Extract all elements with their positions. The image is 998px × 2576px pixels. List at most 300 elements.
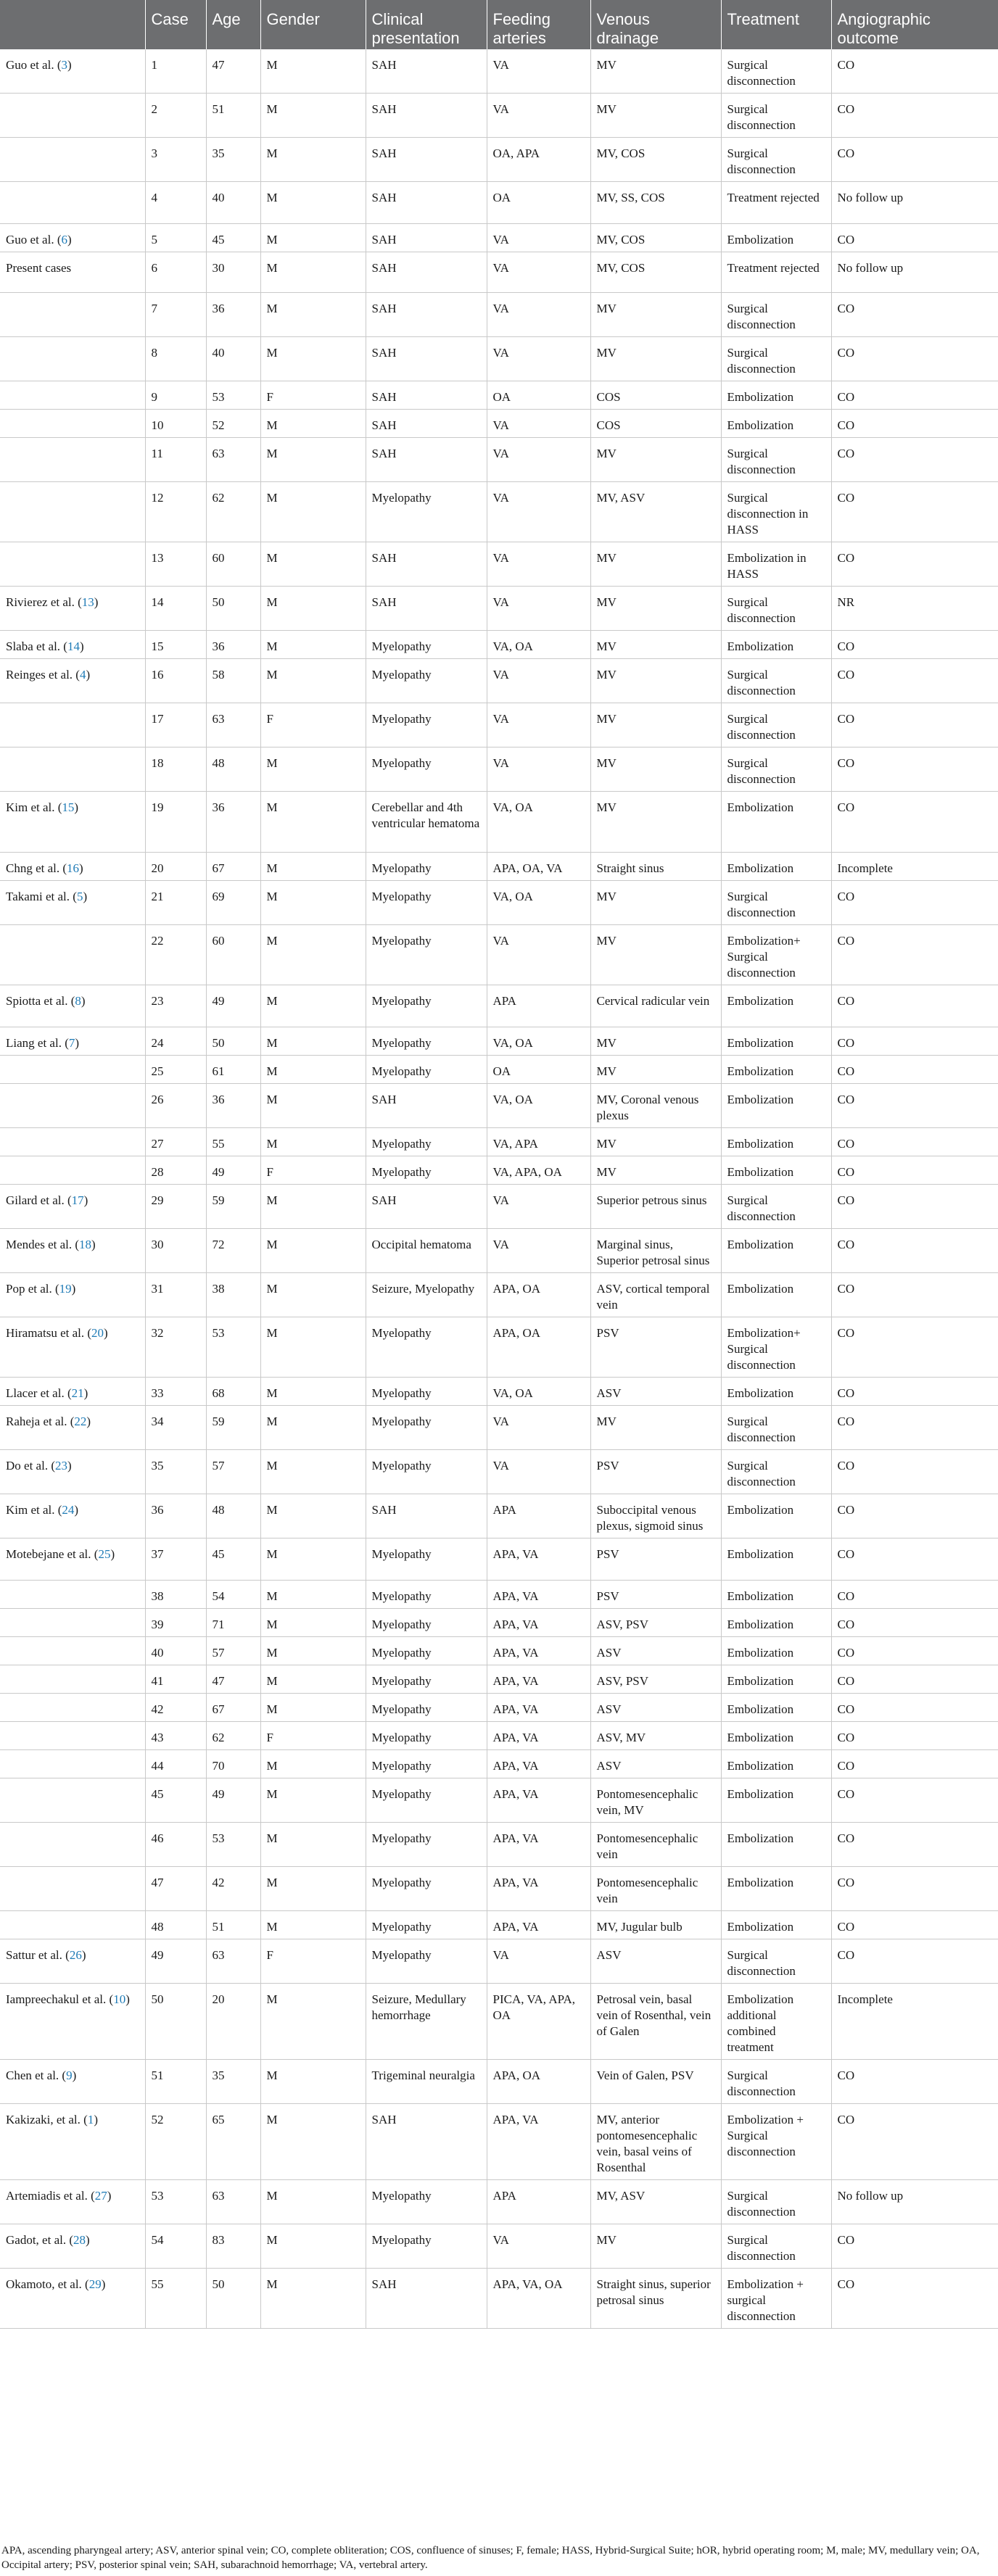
treatment-cell: Embolization [721, 224, 831, 252]
case-cell: 51 [145, 2060, 206, 2104]
table-row [0, 1778, 998, 1823]
presentation-cell: SAH [366, 542, 487, 587]
case-cell: 17 [145, 703, 206, 747]
gender-cell: F [260, 1722, 366, 1750]
study-name: Artemiadis et al. ( [6, 2189, 95, 2203]
gender-cell: M [260, 1450, 366, 1494]
gender-cell: F [260, 381, 366, 410]
arteries-cell: VA [487, 703, 590, 747]
gender-cell: M [260, 1750, 366, 1778]
table-body [0, 49, 998, 2329]
age-cell: 53 [206, 381, 260, 410]
gender-cell: M [260, 293, 366, 337]
arteries-cell: VA [487, 49, 590, 94]
arteries-cell: APA, VA [487, 1538, 590, 1581]
arteries-cell: VA [487, 1406, 590, 1450]
presentation-cell: Myelopathy [366, 1406, 487, 1450]
case-cell: 28 [145, 1156, 206, 1185]
presentation-cell: Myelopathy [366, 1317, 487, 1378]
table-row [0, 587, 998, 631]
outcome-cell: CO [831, 1156, 998, 1185]
reference-link[interactable]: 1 [87, 2113, 94, 2126]
table-row [0, 1984, 998, 2060]
arteries-cell: APA, VA [487, 1867, 590, 1911]
header-angiographic-outcome: Angiographic outcome [831, 0, 998, 49]
outcome-cell: CO [831, 1494, 998, 1538]
study-cell [0, 1722, 145, 1750]
treatment-cell: Embolization + surgical disconnection [721, 2269, 831, 2329]
study-cell: Sattur et al. (26) [0, 1939, 145, 1984]
reference-link[interactable]: 22 [74, 1415, 87, 1428]
study-cell [0, 482, 145, 542]
study-cell [0, 1867, 145, 1911]
arteries-cell: VA [487, 252, 590, 293]
age-cell: 63 [206, 438, 260, 482]
reference-link[interactable]: 4 [79, 668, 86, 682]
age-cell: 36 [206, 293, 260, 337]
drainage-cell: MV, ASV [590, 2180, 721, 2224]
case-cell: 20 [145, 853, 206, 881]
drainage-cell: MV [590, 337, 721, 381]
table-row [0, 1609, 998, 1637]
table-row [0, 631, 998, 659]
arteries-cell: VA [487, 293, 590, 337]
study-cell [0, 438, 145, 482]
presentation-cell: Myelopathy [366, 659, 487, 703]
gender-cell: M [260, 925, 366, 985]
reference-link[interactable]: 21 [71, 1386, 84, 1400]
table-row [0, 1185, 998, 1229]
table-row [0, 2060, 998, 2104]
treatment-cell: Embolization [721, 410, 831, 438]
presentation-cell: Myelopathy [366, 1156, 487, 1185]
treatment-cell: Surgical disconnection [721, 138, 831, 182]
reference-link[interactable]: 18 [79, 1238, 92, 1251]
age-cell: 63 [206, 703, 260, 747]
table-row [0, 1156, 998, 1185]
presentation-cell: SAH [366, 410, 487, 438]
gender-cell: M [260, 1581, 366, 1609]
study-name: Present cases [6, 261, 72, 275]
reference-link[interactable]: 29 [88, 2277, 102, 2291]
arteries-cell: OA [487, 381, 590, 410]
study-name: Do et al. ( [6, 1459, 55, 1473]
gender-cell: F [260, 703, 366, 747]
arteries-cell: APA, VA [487, 1722, 590, 1750]
age-cell: 47 [206, 49, 260, 94]
case-cell: 26 [145, 1084, 206, 1128]
case-cell: 12 [145, 482, 206, 542]
reference-link[interactable]: 28 [73, 2233, 86, 2247]
arteries-cell: APA [487, 2180, 590, 2224]
presentation-cell: SAH [366, 49, 487, 94]
table-row [0, 1450, 998, 1494]
drainage-cell: MV, COS [590, 224, 721, 252]
treatment-cell: Surgical disconnection [721, 293, 831, 337]
outcome-cell: NR [831, 587, 998, 631]
study-cell [0, 1911, 145, 1939]
outcome-cell: CO [831, 1128, 998, 1156]
header-study [0, 0, 145, 49]
case-cell: 9 [145, 381, 206, 410]
drainage-cell: MV [590, 703, 721, 747]
reference-link[interactable]: 6 [61, 233, 67, 247]
drainage-cell: MV [590, 587, 721, 631]
drainage-cell: MV, Jugular bulb [590, 1911, 721, 1939]
gender-cell: M [260, 1778, 366, 1823]
reference-link[interactable]: 19 [59, 1282, 72, 1296]
outcome-cell: CO [831, 2224, 998, 2269]
table-row [0, 482, 998, 542]
outcome-cell: CO [831, 94, 998, 138]
presentation-cell: Myelopathy [366, 881, 487, 925]
treatment-cell: Embolization [721, 1581, 831, 1609]
gender-cell: M [260, 182, 366, 224]
arteries-cell: VA [487, 94, 590, 138]
arteries-cell: VA [487, 410, 590, 438]
study-name: Motebejane et al. ( [6, 1547, 99, 1561]
gender-cell: M [260, 2060, 366, 2104]
treatment-cell: Surgical disconnection [721, 1406, 831, 1450]
case-cell: 31 [145, 1273, 206, 1317]
age-cell: 20 [206, 1984, 260, 2060]
presentation-cell: SAH [366, 252, 487, 293]
table-row [0, 1027, 998, 1056]
table-row [0, 1128, 998, 1156]
presentation-cell: Myelopathy [366, 703, 487, 747]
study-cell: Iampreechakul et al. (10) [0, 1984, 145, 2060]
study-cell: Gilard et al. (17) [0, 1185, 145, 1229]
reference-link[interactable]: 20 [91, 1326, 104, 1340]
drainage-cell: PSV [590, 1581, 721, 1609]
drainage-cell: PSV [590, 1317, 721, 1378]
gender-cell: M [260, 1665, 366, 1694]
reference-link[interactable]: 14 [67, 639, 80, 653]
arteries-cell: APA, VA [487, 1581, 590, 1609]
gender-cell: M [260, 1538, 366, 1581]
presentation-cell: Myelopathy [366, 1823, 487, 1867]
arteries-cell: VA, APA, OA [487, 1156, 590, 1185]
reference-link[interactable]: 9 [66, 2068, 73, 2082]
treatment-cell: Surgical disconnection [721, 747, 831, 792]
gender-cell: M [260, 792, 366, 853]
case-cell: 33 [145, 1378, 206, 1406]
reference-link[interactable]: 5 [76, 890, 83, 903]
reference-link[interactable]: 24 [62, 1503, 75, 1517]
reference-link[interactable]: 16 [67, 861, 80, 875]
age-cell: 58 [206, 659, 260, 703]
reference-link[interactable]: 7 [68, 1036, 75, 1050]
outcome-cell: CO [831, 1027, 998, 1056]
gender-cell: M [260, 1378, 366, 1406]
study-cell: Reinges et al. (4) [0, 659, 145, 703]
table-row [0, 2269, 998, 2329]
drainage-cell: MV, SS, COS [590, 182, 721, 224]
outcome-cell: CO [831, 1939, 998, 1984]
treatment-cell: Embolization [721, 1750, 831, 1778]
age-cell: 60 [206, 542, 260, 587]
case-cell: 44 [145, 1750, 206, 1778]
study-cell: Mendes et al. (18) [0, 1229, 145, 1273]
study-cell: Guo et al. (3) [0, 49, 145, 94]
treatment-cell: Embolization in HASS [721, 542, 831, 587]
age-cell: 83 [206, 2224, 260, 2269]
case-cell: 15 [145, 631, 206, 659]
arteries-cell: APA, VA [487, 1637, 590, 1665]
reference-link[interactable]: 26 [69, 1948, 82, 1962]
drainage-cell: PSV [590, 1538, 721, 1581]
study-cell [0, 293, 145, 337]
gender-cell: M [260, 1911, 366, 1939]
study-cell [0, 1609, 145, 1637]
table-header [0, 0, 998, 49]
outcome-cell: CO [831, 410, 998, 438]
case-cell: 21 [145, 881, 206, 925]
outcome-cell: CO [831, 985, 998, 1027]
outcome-cell: CO [831, 1823, 998, 1867]
drainage-cell: MV [590, 1156, 721, 1185]
table-row [0, 49, 998, 94]
arteries-cell: APA, VA [487, 1823, 590, 1867]
presentation-cell: Myelopathy [366, 1378, 487, 1406]
drainage-cell: MV [590, 542, 721, 587]
arteries-cell: APA [487, 1494, 590, 1538]
presentation-cell: SAH [366, 337, 487, 381]
treatment-cell: Embolization [721, 1694, 831, 1722]
gender-cell: M [260, 542, 366, 587]
study-name: Reinges et al. ( [6, 668, 80, 682]
outcome-cell: CO [831, 881, 998, 925]
presentation-cell: Myelopathy [366, 1538, 487, 1581]
age-cell: 53 [206, 1317, 260, 1378]
table-row [0, 224, 998, 252]
treatment-cell: Surgical disconnection [721, 1939, 831, 1984]
age-cell: 62 [206, 1722, 260, 1750]
outcome-cell: CO [831, 792, 998, 853]
case-cell: 43 [145, 1722, 206, 1750]
table-row [0, 1911, 998, 1939]
case-cell: 22 [145, 925, 206, 985]
outcome-cell: CO [831, 1450, 998, 1494]
treatment-cell: Surgical disconnection [721, 2180, 831, 2224]
outcome-cell: CO [831, 2104, 998, 2180]
reference-link[interactable]: 13 [81, 595, 94, 609]
table-row [0, 182, 998, 224]
study-name: Rivierez et al. ( [6, 595, 82, 609]
study-cell: Guo et al. (6) [0, 224, 145, 252]
gender-cell: M [260, 587, 366, 631]
gender-cell: M [260, 1056, 366, 1084]
drainage-cell: MV, ASV [590, 482, 721, 542]
drainage-cell: COS [590, 381, 721, 410]
gender-cell: M [260, 337, 366, 381]
study-cell: Artemiadis et al. (27) [0, 2180, 145, 2224]
arteries-cell: APA, VA [487, 1778, 590, 1823]
drainage-cell: MV [590, 631, 721, 659]
table-row [0, 252, 998, 293]
presentation-cell: Myelopathy [366, 1637, 487, 1665]
treatment-cell: Surgical disconnection [721, 703, 831, 747]
age-cell: 42 [206, 1867, 260, 1911]
age-cell: 55 [206, 1128, 260, 1156]
case-cell: 53 [145, 2180, 206, 2224]
study-name: Kakizaki, et al. ( [6, 2113, 88, 2126]
case-cell: 16 [145, 659, 206, 703]
gender-cell: M [260, 2180, 366, 2224]
study-cell: Kakizaki, et al. (1) [0, 2104, 145, 2180]
case-cell: 41 [145, 1665, 206, 1694]
case-cell: 38 [145, 1581, 206, 1609]
study-cell: Liang et al. (7) [0, 1027, 145, 1056]
case-cell: 7 [145, 293, 206, 337]
age-cell: 72 [206, 1229, 260, 1273]
treatment-cell: Surgical disconnection in HASS [721, 482, 831, 542]
drainage-cell: COS [590, 410, 721, 438]
case-cell: 27 [145, 1128, 206, 1156]
study-cell [0, 182, 145, 224]
outcome-cell: No follow up [831, 182, 998, 224]
study-cell [0, 337, 145, 381]
drainage-cell: MV [590, 881, 721, 925]
outcome-cell: CO [831, 482, 998, 542]
header-gender: Gender [260, 0, 366, 49]
gender-cell: M [260, 2269, 366, 2329]
outcome-cell: CO [831, 438, 998, 482]
case-cell: 30 [145, 1229, 206, 1273]
treatment-cell: Embolization [721, 1665, 831, 1694]
arteries-cell: VA [487, 438, 590, 482]
table-row [0, 2104, 998, 2180]
drainage-cell: PSV [590, 1450, 721, 1494]
table-row [0, 293, 998, 337]
study-cell: Do et al. (23) [0, 1450, 145, 1494]
drainage-cell: Petrosal vein, basal vein of Rosenthal, vein of Galen [590, 1984, 721, 2060]
drainage-cell: MV, Coronal venous plexus [590, 1084, 721, 1128]
age-cell: 49 [206, 1156, 260, 1185]
study-cell [0, 1778, 145, 1823]
study-cell [0, 1665, 145, 1694]
drainage-cell: MV [590, 2224, 721, 2269]
age-cell: 67 [206, 1694, 260, 1722]
presentation-cell: Myelopathy [366, 1722, 487, 1750]
reference-link[interactable]: 3 [61, 58, 67, 72]
study-cell: Motebejane et al. (25) [0, 1538, 145, 1581]
case-cell: 24 [145, 1027, 206, 1056]
table-row [0, 985, 998, 1027]
table-row [0, 1406, 998, 1450]
presentation-cell: Myelopathy [366, 1911, 487, 1939]
drainage-cell: ASV, PSV [590, 1665, 721, 1694]
drainage-cell: Straight sinus, superior petrosal sinus [590, 2269, 721, 2329]
outcome-cell: CO [831, 1722, 998, 1750]
arteries-cell: APA, OA, VA [487, 853, 590, 881]
age-cell: 63 [206, 1939, 260, 1984]
table-row [0, 792, 998, 853]
table-row [0, 1722, 998, 1750]
outcome-cell: CO [831, 1056, 998, 1084]
reference-link[interactable]: 8 [75, 994, 81, 1008]
study-cell [0, 1581, 145, 1609]
study-name: Iampreechakul et al. ( [6, 1992, 114, 2006]
reference-link[interactable]: 15 [62, 800, 75, 814]
outcome-cell: CO [831, 703, 998, 747]
treatment-cell: Embolization [721, 1823, 831, 1867]
study-name: Takami et al. ( [6, 890, 77, 903]
age-cell: 36 [206, 1084, 260, 1128]
arteries-cell: APA [487, 985, 590, 1027]
table-row [0, 1273, 998, 1317]
case-cell: 2 [145, 94, 206, 138]
gender-cell: M [260, 2104, 366, 2180]
drainage-cell: ASV [590, 1694, 721, 1722]
outcome-cell: CO [831, 2060, 998, 2104]
case-cell: 37 [145, 1538, 206, 1581]
presentation-cell: SAH [366, 2104, 487, 2180]
age-cell: 65 [206, 2104, 260, 2180]
study-name: Kim et al. ( [6, 800, 62, 814]
arteries-cell: APA, VA [487, 2104, 590, 2180]
presentation-cell: SAH [366, 2269, 487, 2329]
table-row [0, 1229, 998, 1273]
case-cell: 19 [145, 792, 206, 853]
drainage-cell: MV [590, 1406, 721, 1450]
arteries-cell: APA, OA [487, 1273, 590, 1317]
treatment-cell: Embolization [721, 1911, 831, 1939]
reference-link[interactable]: 25 [98, 1547, 111, 1561]
arteries-cell: APA, VA, OA [487, 2269, 590, 2329]
presentation-cell: SAH [366, 587, 487, 631]
table-row [0, 438, 998, 482]
presentation-cell: Myelopathy [366, 1694, 487, 1722]
age-cell: 36 [206, 792, 260, 853]
gender-cell: M [260, 1084, 366, 1128]
header-venous-drainage: Venous drainage [590, 0, 721, 49]
case-cell: 46 [145, 1823, 206, 1867]
treatment-cell: Embolization [721, 1084, 831, 1128]
treatment-cell: Surgical disconnection [721, 587, 831, 631]
gender-cell: M [260, 1027, 366, 1056]
reference-link[interactable]: 27 [94, 2189, 107, 2203]
outcome-cell: CO [831, 1273, 998, 1317]
arteries-cell: VA [487, 1939, 590, 1984]
drainage-cell: MV [590, 94, 721, 138]
gender-cell: M [260, 1185, 366, 1229]
outcome-cell: CO [831, 1581, 998, 1609]
study-cell: Gadot, et al. (28) [0, 2224, 145, 2269]
case-cell: 45 [145, 1778, 206, 1823]
arteries-cell: VA [487, 925, 590, 985]
case-cell: 49 [145, 1939, 206, 1984]
gender-cell: M [260, 1229, 366, 1273]
case-cell: 34 [145, 1406, 206, 1450]
arteries-cell: PICA, VA, APA, OA [487, 1984, 590, 2060]
drainage-cell: Straight sinus [590, 853, 721, 881]
presentation-cell: Myelopathy [366, 1665, 487, 1694]
arteries-cell: VA, APA [487, 1128, 590, 1156]
arteries-cell: VA [487, 587, 590, 631]
reference-link[interactable]: 23 [54, 1459, 67, 1473]
reference-link[interactable]: 10 [113, 1992, 126, 2006]
treatment-cell: Surgical disconnection [721, 337, 831, 381]
treatment-cell: Embolization [721, 792, 831, 853]
outcome-cell: CO [831, 138, 998, 182]
reference-link[interactable]: 17 [71, 1193, 84, 1207]
study-cell [0, 703, 145, 747]
outcome-cell: CO [831, 1229, 998, 1273]
study-name: Guo et al. ( [6, 233, 62, 247]
treatment-cell: Embolization [721, 1229, 831, 1273]
gender-cell: M [260, 138, 366, 182]
